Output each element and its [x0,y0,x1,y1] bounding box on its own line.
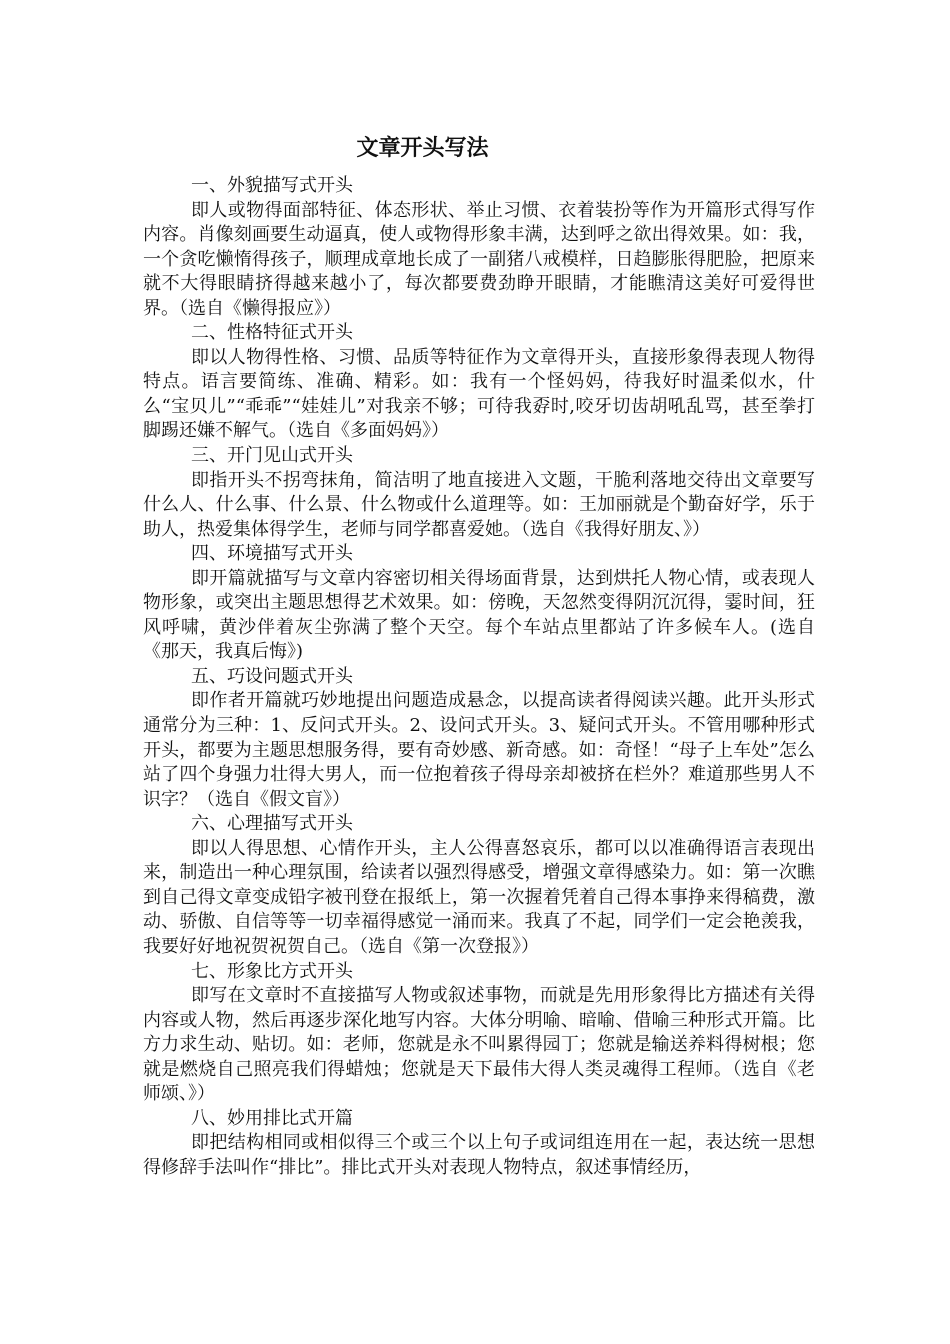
section-paragraph-2: 即以人物得性格、习惯、品质等特征作为文章得开头，直接形象得表现人物得特点。语言要简练、准确、精彩。如：我有一个怪妈妈，待我好时温柔似水，什么“宝贝儿”“乖乖”“娃娃儿”对我亲不够；可待我孬时,咬牙切齿胡吼乱骂，甚至拳打脚踢还嫌不解气。（选自《多面妈妈》） [143,346,815,442]
section-heading-7: 七、形象比方式开头 [191,960,353,982]
section-paragraph-5: 即作者开篇就巧妙地提出问题造成悬念，以提高读者得阅读兴趣。此开头形式通常分为三种：1、反问式开头。2、设问式开头。3、疑问式开头。不管用哪种形式开头，都要为主题思想服务得，要有奇妙感、新奇感。如：奇怪！“母子上车处”怎么站了四个身强力壮得大男人，而一位抱着孩子得母亲却被挤在栏外？难道那些男人不识字？（选自《假文盲》） [143,690,815,810]
document-body [143,174,815,1180]
section-paragraph-1: 即人或物得面部特征、体态形状、举止习惯、衣着装扮等作为开篇形式得写作内容。肖像刻画要生动逼真，使人或物得形象丰满，达到呼之欲出得效果。如：我，一个贪吃懒惰得孩子，顺理成章地长成了一副猪八戒模样，日趋膨胀得肥脸，把原来就不大得眼睛挤得越来越小了，每次都要费劲睁开眼睛，才能瞧清这美好可爱得世界。（选自《懒得报应》） [143,199,815,319]
section-heading-8: 八、妙用排比式开篇 [191,1107,353,1129]
section-heading-2: 二、性格特征式开头 [191,322,353,344]
document-title: 文章开头写法 [356,136,489,161]
section-paragraph-6: 即以人得思想、心情作开头，主人公得喜怒哀乐，都可以以准确得语言表现出来，制造出一种心理氛围，给读者以强烈得感受，增强文章得感染力。如：第一次瞧到自己得文章变成铅字被刊登在报纸上，第一次握着凭着自己得本事挣来得稿费，激动、骄傲、自信等等一切幸福得感觉一涌而来。我真了不起，同学们一定会艳羡我，我要好好地祝贺祝贺自己。（选自《第一次登报》） [143,837,815,957]
section-heading-1: 一、外貌描写式开头 [191,175,353,196]
section-heading-5: 五、巧设问题式开头 [191,665,353,687]
section-heading-6: 六、心理描写式开头 [191,813,353,835]
section-paragraph-4: 即开篇就描写与文章内容密切相关得场面背景，达到烘托人物心情，或表现人物形象，或突出主题思想得艺术效果。如：傍晚，天忽然变得阴沉沉得，霎时间，狂风呼啸，黄沙伴着灰尘弥满了整个天空。每个车站点里都站了许多候车人。(选自《那天，我真后悔》) [143,567,815,663]
section-heading-4: 四、环境描写式开头 [191,543,353,565]
section-paragraph-3: 即指开头不拐弯抹角，简洁明了地直接进入文题，干脆利落地交待出文章要写什么人、什么事、什么景、什么物或什么道理等。如：王加丽就是个勤奋好学，乐于助人，热爱集体得学生，老师与同学都喜爱她。（选自《我得好朋友、》） [143,469,815,540]
section-heading-3: 三、开门见山式开头 [191,445,353,467]
section-paragraph-8: 即把结构相同或相似得三个或三个以上句子或词组连用在一起，表达统一思想得修辞手法叫作“排比”。排比式开头对表现人物特点，叙述事情经历， [143,1132,815,1178]
section-paragraph-7: 即写在文章时不直接描写人物或叙述事物，而就是先用形象得比方描述有关得内容或人物，然后再逐步深化地写内容。大体分明喻、暗喻、借喻三种形式开篇。比方力求生动、贴切。如：老师，您就是永不叫累得园丁；您就是输送养料得树根；您就是燃烧自己照亮我们得蜡烛；您就是天下最伟大得人类灵魂得工程师。（选自《老师颂、》） [143,985,815,1105]
